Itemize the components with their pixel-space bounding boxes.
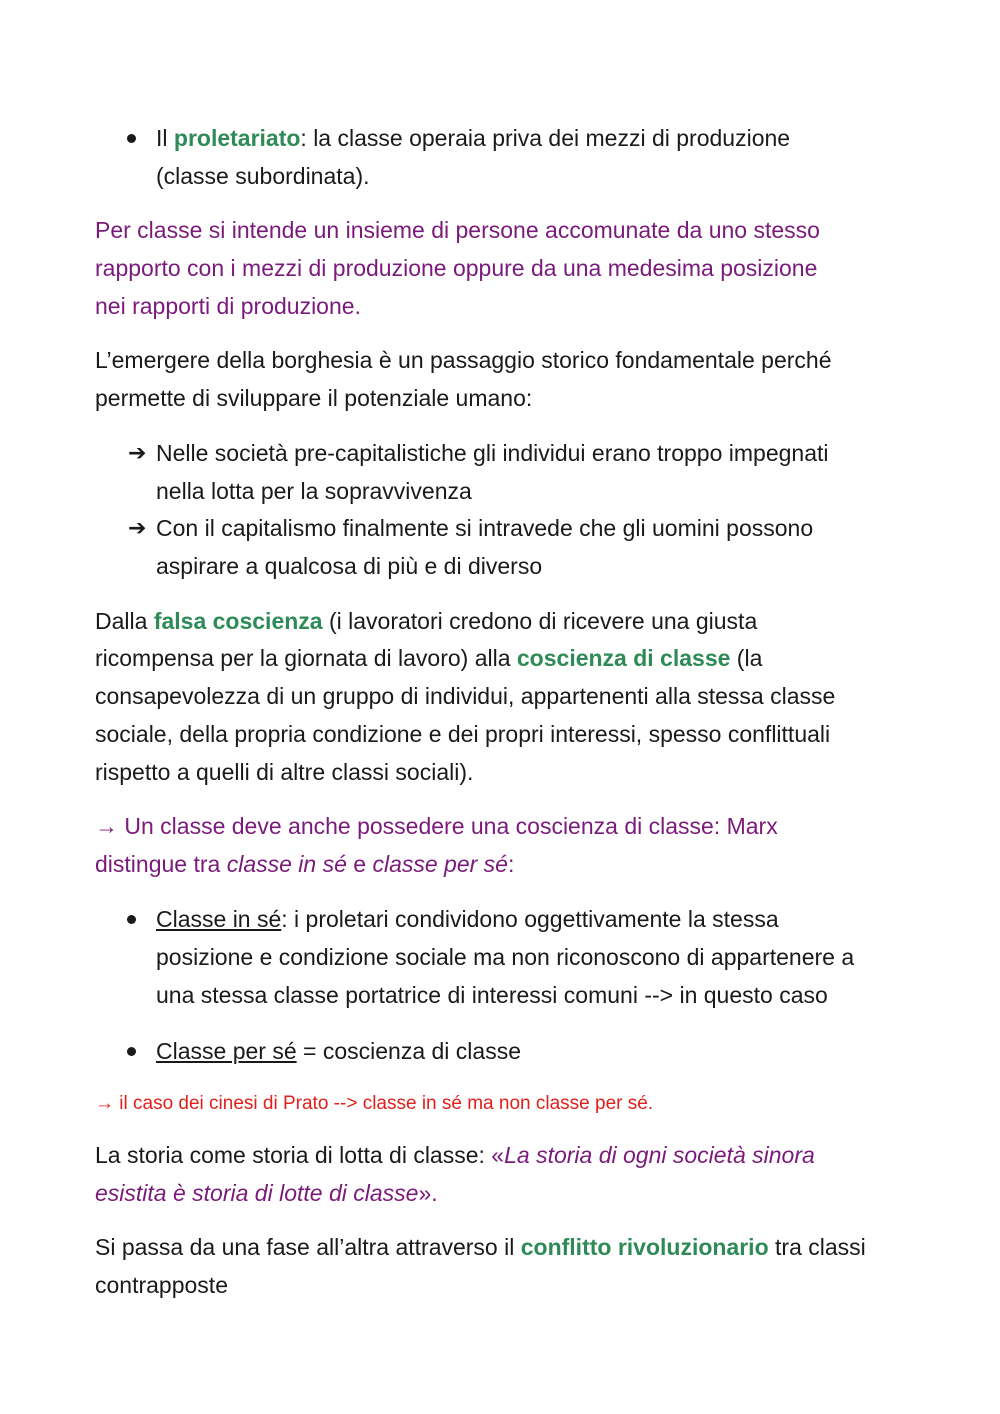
text: (la	[730, 645, 763, 671]
bullet-dot	[127, 1047, 136, 1056]
arrow-item-2-line1: Con il capitalismo finalmente si intravede che gli uomini possono	[156, 515, 814, 541]
text: = coscienza di classe	[296, 1038, 521, 1064]
conflitto-line1	[95, 1232, 866, 1262]
coscienza-line5: rispetto a quelli di altre classi sociali).	[95, 759, 474, 785]
storia-line1	[95, 1140, 815, 1170]
text: :	[507, 851, 515, 877]
arrow-item-1-line2: nella lotta per la sopravvivenza	[156, 478, 472, 504]
conflitto-line2: contrapposte	[95, 1272, 228, 1298]
term-classe-in-se-heading: Classe in sé	[156, 906, 282, 932]
text: distingue tra	[95, 851, 227, 877]
coscienza-line2	[95, 643, 762, 673]
coscienza-line3: consapevolezza di un gruppo di individui, appartenenti alla stessa classe	[95, 683, 836, 709]
quote-text: esistita è storia di lotte di classe	[95, 1180, 419, 1206]
marx-line2	[95, 849, 514, 879]
classe-in-se-line1	[156, 904, 779, 934]
term-coscienza-di-classe: coscienza di classe	[516, 645, 731, 671]
text: tra classi	[768, 1234, 866, 1260]
term-classe-per-se-heading: Classe per sé	[156, 1038, 297, 1064]
text: (i lavoratori credono di ricevere una giusta	[322, 608, 758, 634]
term-falsa-coscienza: falsa coscienza	[153, 608, 323, 634]
arrow-icon: ➔	[128, 515, 147, 540]
marx-line1: → Un classe deve anche possedere una coscienza di classe: Marx	[95, 813, 778, 839]
text: : i proletari condividono oggettivamente la stessa	[281, 906, 779, 932]
arrow-item-2-line2: aspirare a qualcosa di più e di diverso	[156, 553, 543, 579]
text: e	[346, 851, 373, 877]
bullet-proletariato-line1	[156, 123, 790, 153]
borghesia-line2: permette di sviluppare il potenziale umano:	[95, 385, 533, 411]
coscienza-line4: sociale, della propria condizione e dei propri interessi, spesso conflittuali	[95, 721, 831, 747]
definition-line1: Per classe si intende un insieme di persone accomunate da uno stesso	[95, 217, 820, 243]
bullet-dot	[127, 134, 136, 143]
classe-per-se-line	[156, 1036, 521, 1066]
text: ricompensa per la giornata di lavoro) alla	[95, 645, 517, 671]
quote-text: La storia di ogni società sinora	[504, 1142, 815, 1168]
arrow-item-1-line1: Nelle società pre-capitalistiche gli individui erano troppo impegnati	[156, 440, 829, 466]
quote-close: ».	[418, 1180, 438, 1206]
definition-line3: nei rapporti di produzione.	[95, 293, 361, 319]
bullet-proletariato-line2: (classe subordinata).	[156, 163, 370, 189]
term-classe-per-se: classe per sé	[372, 851, 508, 877]
text: : la classe operaia priva dei mezzi di produzione	[300, 125, 791, 151]
prato-note: → il caso dei cinesi di Prato --> classe in sé ma non classe per sé.	[95, 1093, 654, 1114]
borghesia-line1: L’emergere della borghesia è un passaggio storico fondamentale perché	[95, 347, 832, 373]
term-classe-in-se: classe in sé	[226, 851, 347, 877]
coscienza-line1	[95, 606, 757, 636]
text: Il	[156, 125, 174, 151]
bullet-dot	[127, 915, 136, 924]
storia-line2	[95, 1178, 438, 1208]
text: Dalla	[95, 608, 154, 634]
classe-in-se-line2: posizione e condizione sociale ma non riconoscono di appartenere a	[156, 944, 855, 970]
quote-open: «	[491, 1142, 505, 1168]
text: La storia come storia di lotta di classe:	[95, 1142, 492, 1168]
definition-line2: rapporto con i mezzi di produzione oppure da una medesima posizione	[95, 255, 818, 281]
term-conflitto-rivoluzionario: conflitto rivoluzionario	[520, 1234, 769, 1260]
classe-in-se-line3: una stessa classe portatrice di interessi comuni --> in questo caso	[156, 982, 828, 1008]
text: Si passa da una fase all’altra attraverso il	[95, 1234, 521, 1260]
term-proletariato: proletariato	[173, 125, 301, 151]
arrow-icon: ➔	[128, 440, 147, 465]
